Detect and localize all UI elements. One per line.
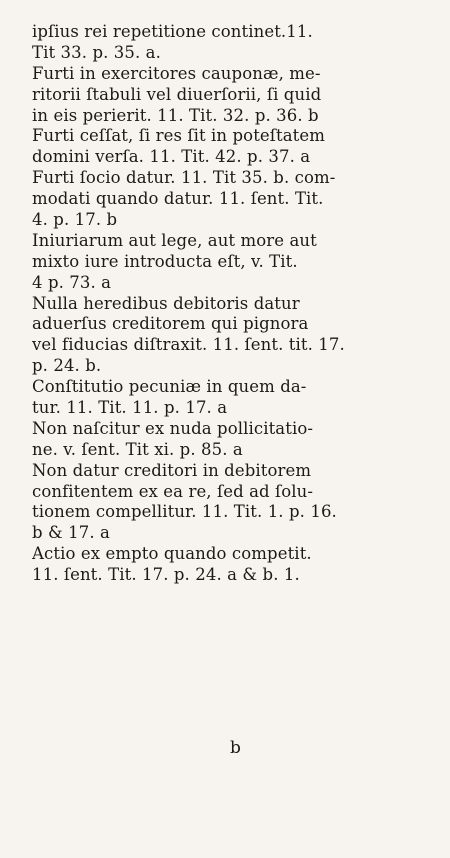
index-text bbox=[32, 22, 422, 586]
text-line: 11. ſent. Tit. 17. p. 24. a & b. 1. bbox=[32, 565, 300, 585]
text-line: Actio ex empto quando competit. bbox=[32, 544, 312, 564]
text-line: p. 24. b. bbox=[32, 356, 102, 376]
text-line: Non naſcitur ex nuda pollicitatio- bbox=[32, 418, 314, 438]
text-line: modati quando datur. 11. ſent. Tit. bbox=[32, 189, 324, 209]
text-line: ritorii ſtabuli vel diuerſorii, ſi quid bbox=[32, 84, 322, 104]
text-line: confitentem ex ea re, ſed ad ſolu- bbox=[32, 481, 314, 501]
text-line: Furti in exercitores cauponæ, me- bbox=[32, 63, 321, 83]
text-line: Furti ceſſat, ſi res ſit in poteſtatem bbox=[32, 126, 326, 146]
text-line: b & 17. a bbox=[32, 523, 110, 543]
text-line: 4. p. 17. b bbox=[32, 210, 118, 230]
text-line: tionem compellitur. 11. Tit. 1. p. 16. bbox=[32, 502, 337, 522]
text-line: Conſtitutio pecuniæ in quem da- bbox=[32, 377, 307, 397]
text-line: Non datur creditori in debitorem bbox=[32, 460, 312, 480]
text-line: aduerſus creditorem qui pignora bbox=[32, 314, 309, 334]
text-line: in eis perierit. 11. Tit. 32. p. 36. b bbox=[32, 105, 319, 125]
text-line: 4 p. 73. a bbox=[32, 272, 112, 292]
text-line: Nulla heredibus debitoris datur bbox=[32, 293, 300, 313]
text-line: tur. 11. Tit. 11. p. 17. a bbox=[32, 398, 228, 418]
catchword: b bbox=[230, 738, 241, 758]
text-line: Furti ſocio datur. 11. Tit 35. b. com- bbox=[32, 168, 336, 188]
text-line: ne. v. ſent. Tit xi. p. 85. a bbox=[32, 439, 243, 459]
text-line: ipſius rei repetitione continet.11. bbox=[32, 22, 313, 41]
text-line: mixto iure introducta eſt, v. Tit. bbox=[32, 251, 298, 271]
text-line: domini verſa. 11. Tit. 42. p. 37. a bbox=[32, 147, 311, 167]
text-line: vel fiducias diſtraxit. 11. ſent. tit. 17. bbox=[32, 335, 345, 355]
text-line: Iniuriarum aut lege, aut more aut bbox=[32, 230, 317, 250]
text-line: Tit 33. p. 35. a. bbox=[32, 42, 161, 62]
